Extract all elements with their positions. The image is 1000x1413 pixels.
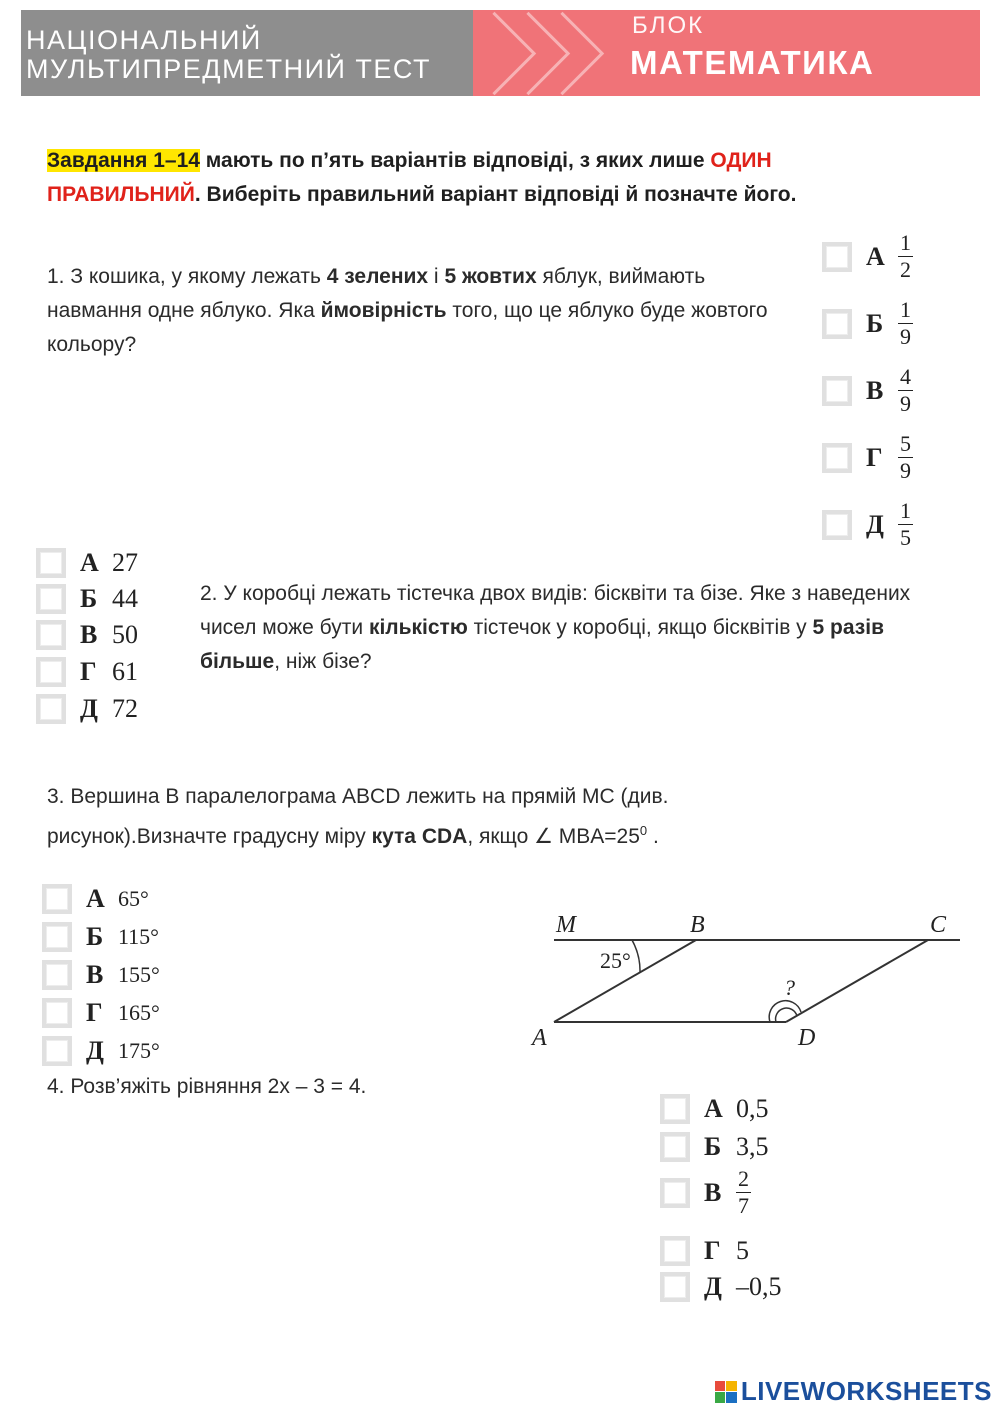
q2-option-b-checkbox[interactable] bbox=[36, 584, 66, 614]
q1-option-e-checkbox[interactable] bbox=[822, 510, 852, 540]
option-value: 175° bbox=[118, 1038, 160, 1063]
q1-option-d bbox=[822, 431, 913, 484]
option-letter: Г bbox=[704, 1236, 721, 1265]
q3-option-c-checkbox[interactable] bbox=[42, 960, 72, 990]
q4-option-e-checkbox[interactable] bbox=[660, 1272, 690, 1302]
option-fraction: $\frac{4}{9}$ bbox=[900, 364, 911, 416]
header-title: НАЦІОНАЛЬНИЙ МУЛЬТИПРЕДМЕТНИЙ ТЕСТ bbox=[26, 25, 431, 84]
q3-option-c bbox=[42, 960, 160, 990]
option-letter: Б bbox=[704, 1132, 722, 1161]
option-letter: В bbox=[866, 375, 884, 405]
q4-option-d bbox=[660, 1236, 749, 1266]
q1-option-c-checkbox[interactable] bbox=[822, 376, 852, 406]
q2-option-c-checkbox[interactable] bbox=[36, 620, 66, 650]
option-fraction: $\frac{1}{5}$ bbox=[900, 498, 911, 550]
label-b: B bbox=[690, 912, 705, 938]
q2-option-a bbox=[36, 548, 138, 578]
header-subject: МАТЕМАТИКА bbox=[630, 44, 875, 81]
liveworksheets-logo-text: LIVEWORKSHEETS bbox=[740, 1376, 992, 1406]
q2-option-a-checkbox[interactable] bbox=[36, 548, 66, 578]
q4-option-e bbox=[660, 1272, 782, 1302]
q4-option-b-checkbox[interactable] bbox=[660, 1132, 690, 1162]
question-1-text: 1. З кошика, у якому лежать 4 зелених і 5 жовтих яблук, виймають навмання одне яблуко. Яка ймовірність того, що це яблуко буде жовтого кольору? bbox=[47, 265, 768, 356]
option-letter: Б bbox=[866, 308, 884, 338]
q4-option-b bbox=[660, 1132, 769, 1162]
side-dc bbox=[786, 940, 928, 1022]
question-2-text: 2. У коробці лежать тістечка двох видів: бісквіти та бізе. Яке з наведених чисел може бути кількістю тістечок у коробці, якщо бісквітів у 5 разів більше, ніж бізе? bbox=[200, 582, 911, 673]
header-block-label: БЛОК bbox=[632, 12, 705, 39]
q3-option-e bbox=[42, 1036, 160, 1066]
q3-option-a-checkbox[interactable] bbox=[42, 884, 72, 914]
q2-option-b bbox=[36, 584, 138, 614]
option-letter: Б bbox=[80, 584, 98, 613]
option-value: 5 bbox=[736, 1236, 749, 1265]
q1-option-b-checkbox[interactable] bbox=[822, 309, 852, 339]
q2-option-d bbox=[36, 657, 138, 687]
q4-option-c-checkbox[interactable] bbox=[660, 1178, 690, 1208]
angle-arc-cda-outer bbox=[769, 1001, 801, 1022]
liveworksheets-logo-icon bbox=[715, 1381, 737, 1403]
option-value: 50 bbox=[112, 620, 138, 649]
option-value: 65° bbox=[118, 886, 149, 911]
q2-option-d-checkbox[interactable] bbox=[36, 657, 66, 687]
option-letter: Д bbox=[80, 694, 98, 723]
q1-option-d-checkbox[interactable] bbox=[822, 443, 852, 473]
q3-option-d-checkbox[interactable] bbox=[42, 998, 72, 1028]
angle-label-25: 25° bbox=[600, 948, 631, 973]
q4-option-c bbox=[660, 1166, 751, 1219]
option-value: 44 bbox=[112, 584, 138, 613]
label-d: D bbox=[798, 1025, 816, 1051]
q1-option-c bbox=[822, 364, 913, 417]
q1-option-e bbox=[822, 498, 913, 551]
angle-arc-mba bbox=[632, 940, 640, 973]
q3-option-e-checkbox[interactable] bbox=[42, 1036, 72, 1066]
option-letter: А bbox=[704, 1094, 723, 1123]
option-letter: В bbox=[80, 620, 98, 649]
parallelogram-figure bbox=[520, 900, 970, 1060]
option-value: 72 bbox=[112, 694, 138, 723]
label-a: A bbox=[532, 1025, 547, 1051]
question-4-text: 4. Розв’яжіть рівняння 2x – 3 = 4. bbox=[47, 1075, 367, 1098]
option-letter: А bbox=[866, 241, 885, 271]
instructions: Завдання 1–14 мають по п’ять варіантів відповіді, з яких лише ОДИН ПРАВИЛЬНИЙ. Виберіть правильний варіант відповіді й позначте його. bbox=[47, 149, 797, 206]
option-letter: Д bbox=[866, 509, 884, 539]
q1-option-a-checkbox[interactable] bbox=[822, 242, 852, 272]
label-c: C bbox=[930, 912, 947, 938]
option-letter: В bbox=[86, 960, 104, 989]
q3-option-b-checkbox[interactable] bbox=[42, 922, 72, 952]
q1-option-b bbox=[822, 297, 913, 350]
q4-option-d-checkbox[interactable] bbox=[660, 1236, 690, 1266]
option-value: 155° bbox=[118, 962, 160, 987]
option-letter: Г bbox=[86, 998, 103, 1027]
option-value: 3,5 bbox=[736, 1132, 769, 1161]
liveworksheets-logo bbox=[715, 1376, 992, 1407]
q2-option-e bbox=[36, 694, 138, 724]
angle-label-unknown: ? bbox=[784, 975, 795, 1000]
option-value: 27 bbox=[112, 548, 138, 577]
q4-option-a-checkbox[interactable] bbox=[660, 1094, 690, 1124]
option-value: 61 bbox=[112, 657, 138, 686]
option-value: 0,5 bbox=[736, 1094, 769, 1123]
option-fraction: $\frac{5}{9}$ bbox=[900, 431, 911, 483]
q1-option-a bbox=[822, 230, 913, 283]
q3-option-d bbox=[42, 998, 160, 1028]
q3-option-a bbox=[42, 884, 149, 914]
option-fraction: $\frac{1}{9}$ bbox=[900, 297, 911, 349]
option-letter: Г bbox=[80, 657, 97, 686]
option-value: 115° bbox=[118, 924, 159, 949]
q2-option-c bbox=[36, 620, 138, 650]
option-value: –0,5 bbox=[736, 1272, 782, 1301]
option-letter: В bbox=[704, 1177, 722, 1207]
option-letter: А bbox=[86, 884, 105, 913]
q3-option-b bbox=[42, 922, 159, 952]
q4-option-a bbox=[660, 1094, 769, 1124]
option-fraction: $\frac{1}{2}$ bbox=[900, 230, 911, 282]
option-letter: А bbox=[80, 548, 99, 577]
option-letter: Д bbox=[704, 1272, 722, 1301]
label-m: M bbox=[556, 912, 576, 938]
option-letter: Г bbox=[866, 442, 883, 472]
q2-option-e-checkbox[interactable] bbox=[36, 694, 66, 724]
option-letter: Д bbox=[86, 1036, 104, 1065]
option-value: 165° bbox=[118, 1000, 160, 1025]
question-3-text: 3. Вершина B паралелограма ABCD лежить на прямій MC (див. рисунок).Визначте градусну міру кута CDA, якщо ∠ $MBA=25^0$ . bbox=[47, 785, 669, 848]
angle-arc-cda-inner bbox=[776, 1008, 797, 1022]
option-fraction: $\frac{2}{7}$ bbox=[738, 1166, 749, 1218]
option-letter: Б bbox=[86, 922, 104, 951]
